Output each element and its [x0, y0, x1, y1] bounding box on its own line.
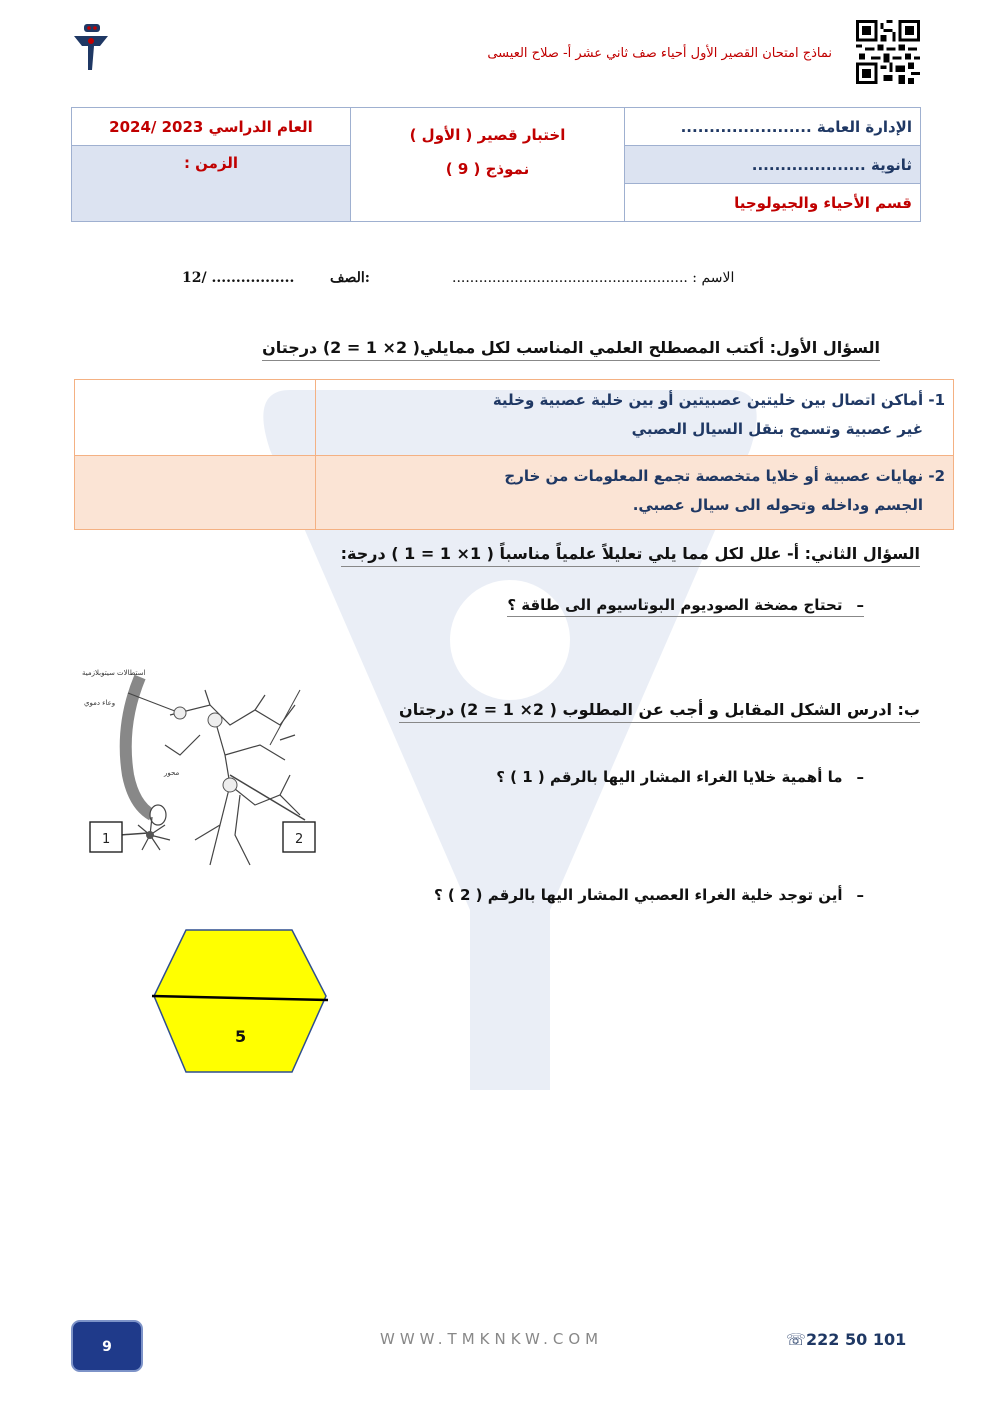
- term-definition: [316, 380, 954, 456]
- figure-label-vessel: وعاء دموي: [84, 699, 116, 707]
- answer-cell[interactable]: [75, 380, 316, 456]
- neuroglia-figure: [80, 665, 320, 877]
- term-line: 1- أماكن اتصال بين خليتين عصبيتين أو بين خلية عصبية وخلية: [492, 391, 945, 409]
- figure-label-top: استطالات سيتوبلازمية: [82, 669, 146, 677]
- question1-title: السؤال الأول: أكتب المصطلح العلمي المناسب لكل ممايلي( 2× 1 = 2) درجتان: [262, 338, 880, 361]
- footer-website: WWW.TMKNKW.COM: [380, 1330, 604, 1348]
- name-field[interactable]: الاسم : .....................................................: [452, 270, 735, 286]
- qr-code-icon: [856, 20, 920, 84]
- time-cell: الزمن :: [72, 146, 351, 222]
- part-a-text: تحتاج مضخة الصوديوم البوتاسيوم الى طاقة ؟: [507, 596, 843, 614]
- figure-label-axon: محور: [164, 769, 180, 777]
- part-b-question-1: [496, 768, 864, 786]
- term-definition: [316, 456, 954, 530]
- term-line: 2- نهايات عصبية أو خلايا متخصصة تجمع المعلومات من خارج: [504, 467, 945, 485]
- header-title: نماذج امتحان القصير الأول أحياء صف ثاني عشر أ- صلاح العيسى: [487, 46, 832, 61]
- model-number: نموذج ( 9 ): [445, 160, 530, 178]
- school-cell: ثانوية ....................: [625, 146, 921, 184]
- brand-logo-icon: [70, 22, 112, 72]
- score-value: 5: [235, 1027, 247, 1046]
- footer-phone: ☏222 50 101: [786, 1330, 907, 1349]
- class-label: الصف:: [330, 270, 370, 286]
- department-cell: قسم الأحياء والجيولوجيا: [625, 184, 921, 222]
- question2-part-a: [507, 596, 864, 617]
- question2-title: السؤال الثاني: أ- علل لكل مما يلي تعليلاً علمياً مناسباً ( 1× 1 = 1 ) درجة:: [341, 544, 920, 567]
- list-dash: –: [856, 886, 864, 904]
- figure-box-2-label: 2: [295, 832, 304, 847]
- part-b-question-2: [434, 886, 864, 904]
- class-field[interactable]: 12/ .................: [182, 270, 295, 286]
- page-number-badge: [71, 1320, 143, 1372]
- list-dash: –: [856, 768, 864, 786]
- question2-part-b-title: ب: ادرس الشكل المقابل و أجب عن المطلوب ( 2× 1 = 2) درجتان: [399, 700, 920, 723]
- answer-cell[interactable]: [75, 456, 316, 530]
- score-hexagon: [150, 928, 330, 1074]
- exam-info-table: [71, 107, 921, 222]
- exam-title: اختبار قصير ( الأول ): [409, 126, 566, 144]
- page-number: 9: [102, 1339, 112, 1355]
- list-dash: –: [856, 596, 864, 614]
- part-b-q2-text: أين توجد خلية الغراء العصبي المشار اليها بالرقم ( 2 ) ؟: [433, 886, 843, 904]
- admin-cell: الإدارة العامة .......................: [625, 108, 921, 146]
- exam-title-cell: [351, 108, 625, 222]
- terms-table: [74, 379, 954, 530]
- term-line: غير عصبية وتسمح بنقل السيال العصبي: [631, 420, 923, 438]
- year-cell: العام الدراسي 2023 /2024: [72, 108, 351, 146]
- figure-box-1-label: 1: [102, 832, 111, 847]
- part-b-q1-text: ما أهمية خلايا الغراء المشار اليها بالرقم ( 1 ) ؟: [496, 768, 843, 786]
- term-line: الجسم وداخله وتحوله الى سيال عصبي.: [632, 496, 923, 514]
